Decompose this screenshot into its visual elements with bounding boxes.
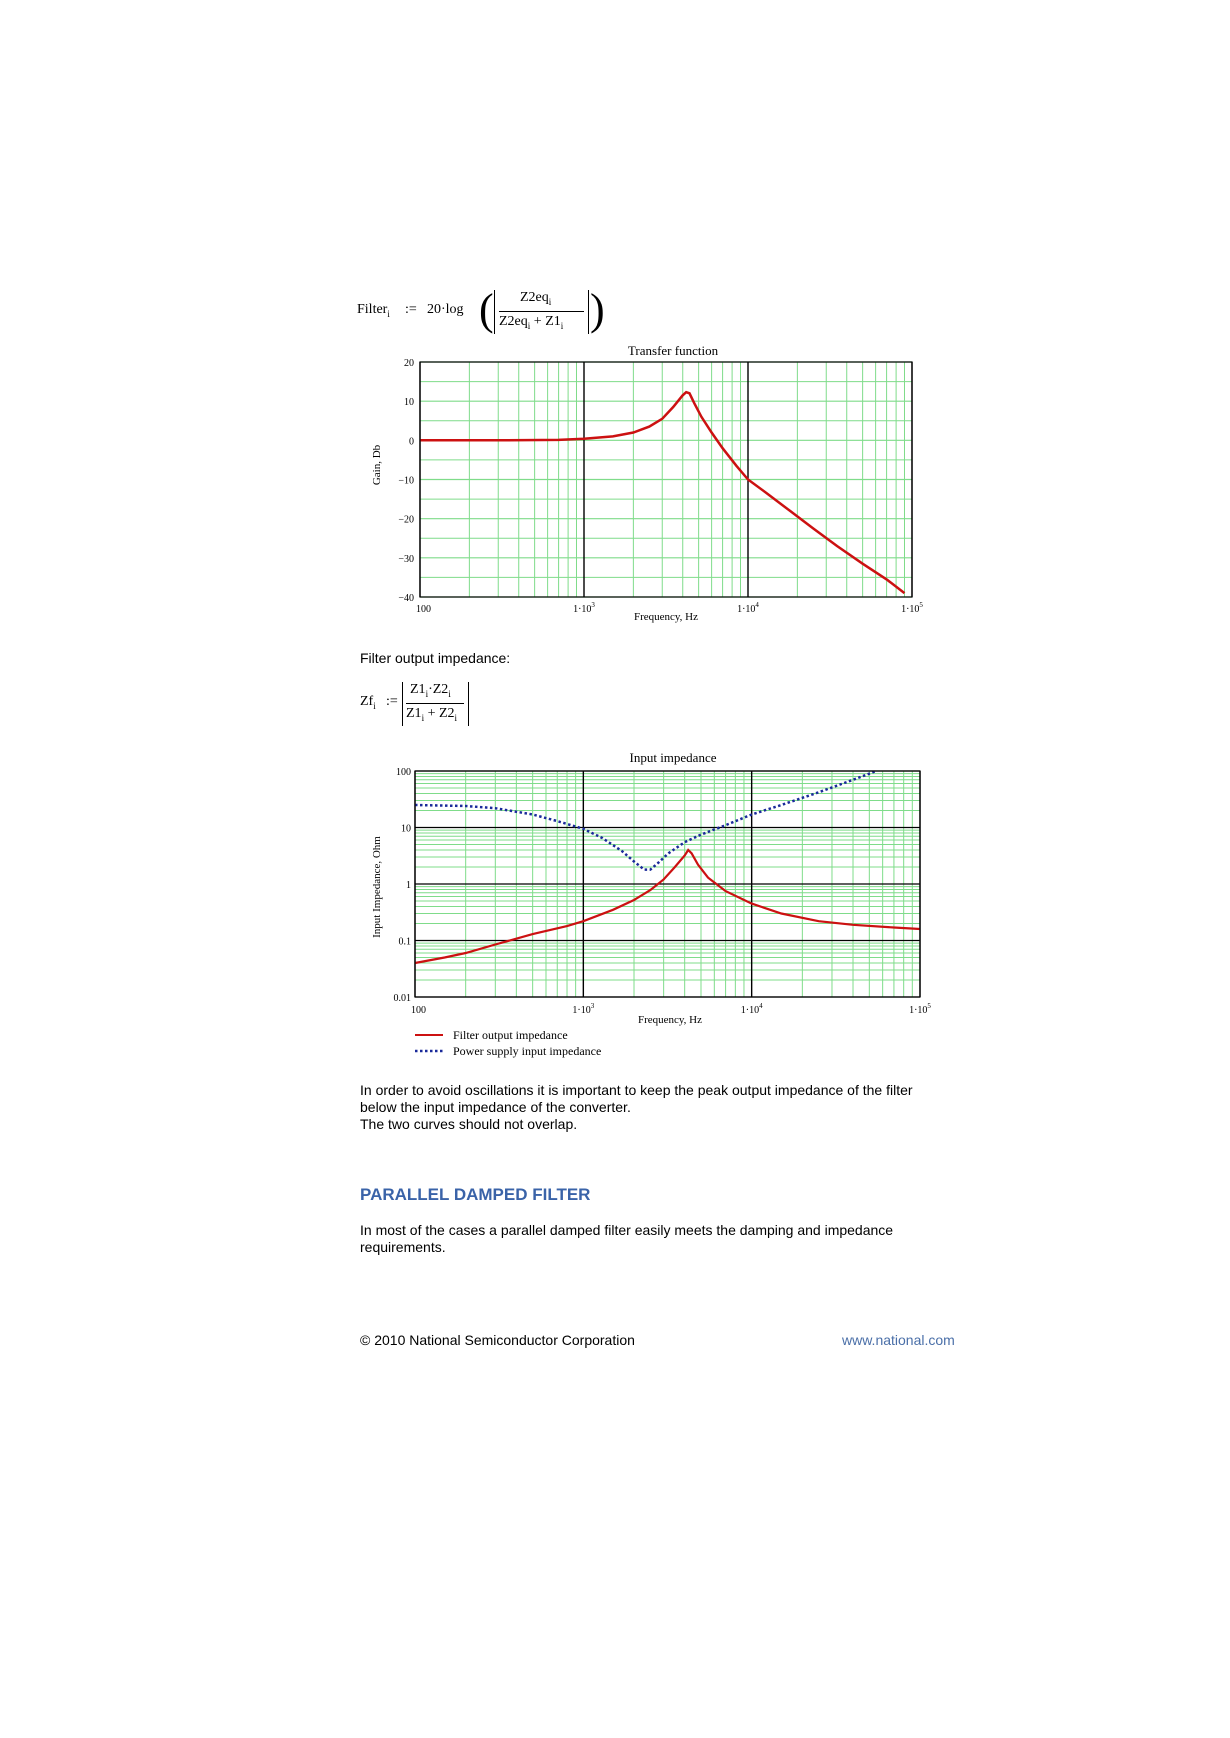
filter-gain-formula: [357, 285, 605, 336]
chart1-y-tick-label: 10: [404, 397, 414, 409]
chart2-x-axis-label: Frequency, Hz: [637, 1014, 703, 1026]
paragraph-line: In most of the cases a parallel damped filter easily meets the damping and impedance: [360, 1222, 894, 1238]
chart1-x-tick-label: $1\cdot 10^3$: [573, 601, 595, 615]
formula2-lhs: $Zf_i$: [360, 694, 376, 711]
formula2-abs-right: [468, 682, 469, 726]
formula-abs-left: [494, 290, 495, 334]
formula2-numerator: $Z1_i\cdot Z2_i$: [410, 682, 451, 699]
formula2-abs-left: [402, 682, 403, 726]
chart1-y-tick-label: −20: [398, 514, 414, 526]
formula-abs-right: [588, 290, 589, 334]
chart2-y-axis-label: Input Impedance, Ohm: [371, 836, 383, 938]
output-impedance-formula: [360, 682, 500, 728]
chart2-y-tick-label: 0.1: [398, 936, 411, 948]
footer-copyright: © 2010 National Semiconductor Corporation: [360, 1332, 635, 1348]
chart1-y-tick-label: 20: [404, 358, 414, 369]
chart1-x-tick-label: 100: [416, 604, 431, 615]
chart2-x-tick-label: 100: [411, 1005, 426, 1016]
chart2-title: Input impedance: [629, 750, 717, 765]
oscillation-paragraph: [360, 1082, 960, 1133]
chart1-y-tick-labels: [398, 358, 414, 604]
chart1-y-tick-label: −10: [398, 475, 414, 487]
formula2-assign: :=: [386, 694, 398, 709]
filter-output-impedance-label: Filter output impedance:: [360, 650, 511, 666]
chart1-y-tick-label: −40: [398, 593, 414, 604]
chart2-y-tick-label: 1: [406, 880, 411, 891]
chart2-y-tick-label: 100: [396, 767, 411, 778]
formula2-fraction-bar: [406, 703, 464, 704]
input-impedance-chart: [360, 745, 935, 1065]
formula-paren-close: ): [590, 285, 605, 334]
chart1-x-tick-label: $1\cdot 10^5$: [901, 601, 923, 615]
chart2-y-tick-label: 0.01: [393, 993, 411, 1004]
chart2-grid: [415, 771, 920, 997]
chart1-y-tick-label: 0: [409, 436, 414, 448]
chart2-x-tick-label: $1\cdot 10^4$: [740, 1002, 763, 1016]
legend-power-supply-label: Power supply input impedance: [453, 1044, 602, 1058]
chart1-x-tick-label: $1\cdot 10^4$: [737, 601, 759, 615]
parallel-damped-paragraph: [360, 1222, 960, 1256]
chart2-x-tick-label: $1\cdot 10^3$: [572, 1002, 595, 1016]
formula2-denominator: $Z1_i + Z2_i$: [406, 706, 458, 723]
footer-website-link[interactable]: www.national.com: [842, 1332, 955, 1348]
chart1-grid: [420, 362, 912, 597]
paragraph-line: below the input impedance of the converter.: [360, 1099, 631, 1115]
legend-filter-output-label: Filter output impedance: [453, 1028, 568, 1042]
chart2-y-tick-labels: [394, 767, 412, 1004]
chart1-x-axis-label: Frequency, Hz: [633, 611, 699, 623]
chart2-x-tick-label: $1\cdot 10^5$: [909, 1002, 931, 1016]
formula-assign: :=: [405, 302, 417, 317]
formula-lhs: Filter$_i$: [357, 302, 390, 319]
chart2-power-supply-line: [415, 771, 876, 870]
formula-fraction-bar: [499, 311, 584, 312]
section-heading: PARALLEL DAMPED FILTER: [360, 1185, 591, 1204]
formula-denominator: $Z2eq_i + Z1_i$: [499, 314, 564, 331]
chart1-y-axis-label: Gain, Db: [371, 444, 383, 486]
transfer-function-chart: [360, 335, 930, 635]
paragraph-line: requirements.: [360, 1239, 446, 1255]
formula-paren-open: (: [479, 285, 494, 334]
paragraph-line: In order to avoid oscillations it is important to keep the peak output impedance of the filter: [360, 1082, 913, 1098]
chart2-y-tick-label: 10: [401, 823, 411, 835]
paragraph-line: The two curves should not overlap.: [360, 1116, 578, 1132]
chart1-y-tick-label: −30: [398, 553, 414, 565]
formula-numerator: $Z2eq_i$: [520, 290, 552, 307]
formula-prefix: 20·log: [427, 302, 464, 317]
chart1-title: Transfer function: [627, 343, 719, 358]
